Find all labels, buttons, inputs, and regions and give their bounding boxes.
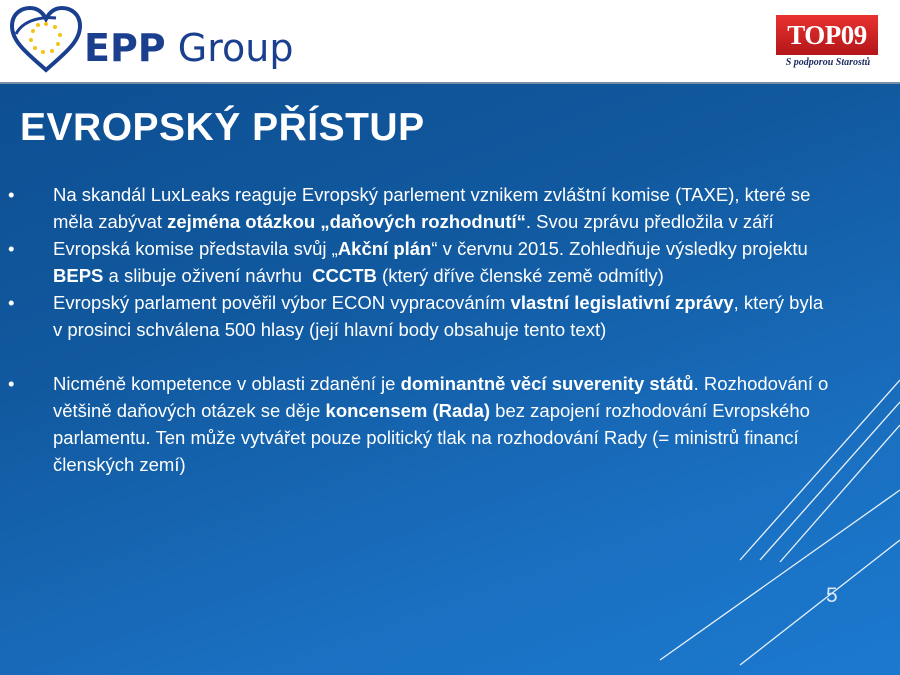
bullet-text: . Rozhodování o většině daňových otázek se děje xyxy=(53,373,834,421)
bullet-text-bold: koncensem (Rada) xyxy=(325,400,491,421)
bullet-text: bez zapojení rozhodování Evropského parlamentu. Ten může vytvářet pouze politický tlak na rozhodování Rady (= ministrů financí členských zemí) xyxy=(53,400,816,475)
page-number: 5 xyxy=(826,584,838,607)
bullet-text: Evropský parlament pověřil výbor ECON vypracováním xyxy=(53,292,511,313)
bullet-dot: • xyxy=(8,373,15,394)
epp-wordmark-group: Group xyxy=(165,26,294,70)
bullet-dot: • xyxy=(8,292,15,313)
bullet-item xyxy=(0,181,833,235)
bullet-item xyxy=(0,289,833,343)
bullet-list xyxy=(0,181,900,478)
bullet-text: . Svou zprávu předložila v září xyxy=(525,211,774,232)
bullet-text: Na skandál LuxLeaks reaguje Evropský parlement vznikem zvláštní komise (TAXE), které se měla zabývat xyxy=(53,184,816,232)
top09-tagline: S podporou Starostů xyxy=(785,57,871,68)
bullet-text: (který dříve členské země odmítly) xyxy=(376,265,664,286)
bullet-text: , který byla v prosinci schválena 500 hlasy (její hlavní body obsahuje tento text) xyxy=(53,292,829,340)
bullet-item xyxy=(0,370,833,478)
bullet-text: Evropská komise představila svůj „ xyxy=(53,238,338,259)
bullet-text: Nicméně kompetence v oblasti zdanění je xyxy=(53,373,401,394)
bullet-text-bold: dominantně věcí suverenity států xyxy=(400,373,694,394)
bullet-text-bold: BEPS xyxy=(53,265,104,286)
bullet-dot: • xyxy=(8,184,15,205)
bullet-text-bold: CCCTB xyxy=(312,265,377,286)
bullet-item xyxy=(0,235,833,289)
bullet-text-bold: vlastní legislativní zprávy xyxy=(510,292,734,313)
bullet-text-bold: zejména otázkou „daňových rozhodnutí“ xyxy=(167,211,526,232)
epp-wordmark-bold: EPP xyxy=(84,26,166,70)
top09-logo: TOP09 xyxy=(776,15,878,55)
slide-title: EVROPSKÝ PŘÍSTUP xyxy=(20,106,425,149)
bullet-text: “ v červnu 2015. Zohledňuje výsledky projektu xyxy=(431,238,813,259)
bullet-dot: • xyxy=(8,238,15,259)
bullet-text: a slibuje oživení návrhu xyxy=(103,265,313,286)
bullet-text-bold: Akční plán xyxy=(337,238,432,259)
